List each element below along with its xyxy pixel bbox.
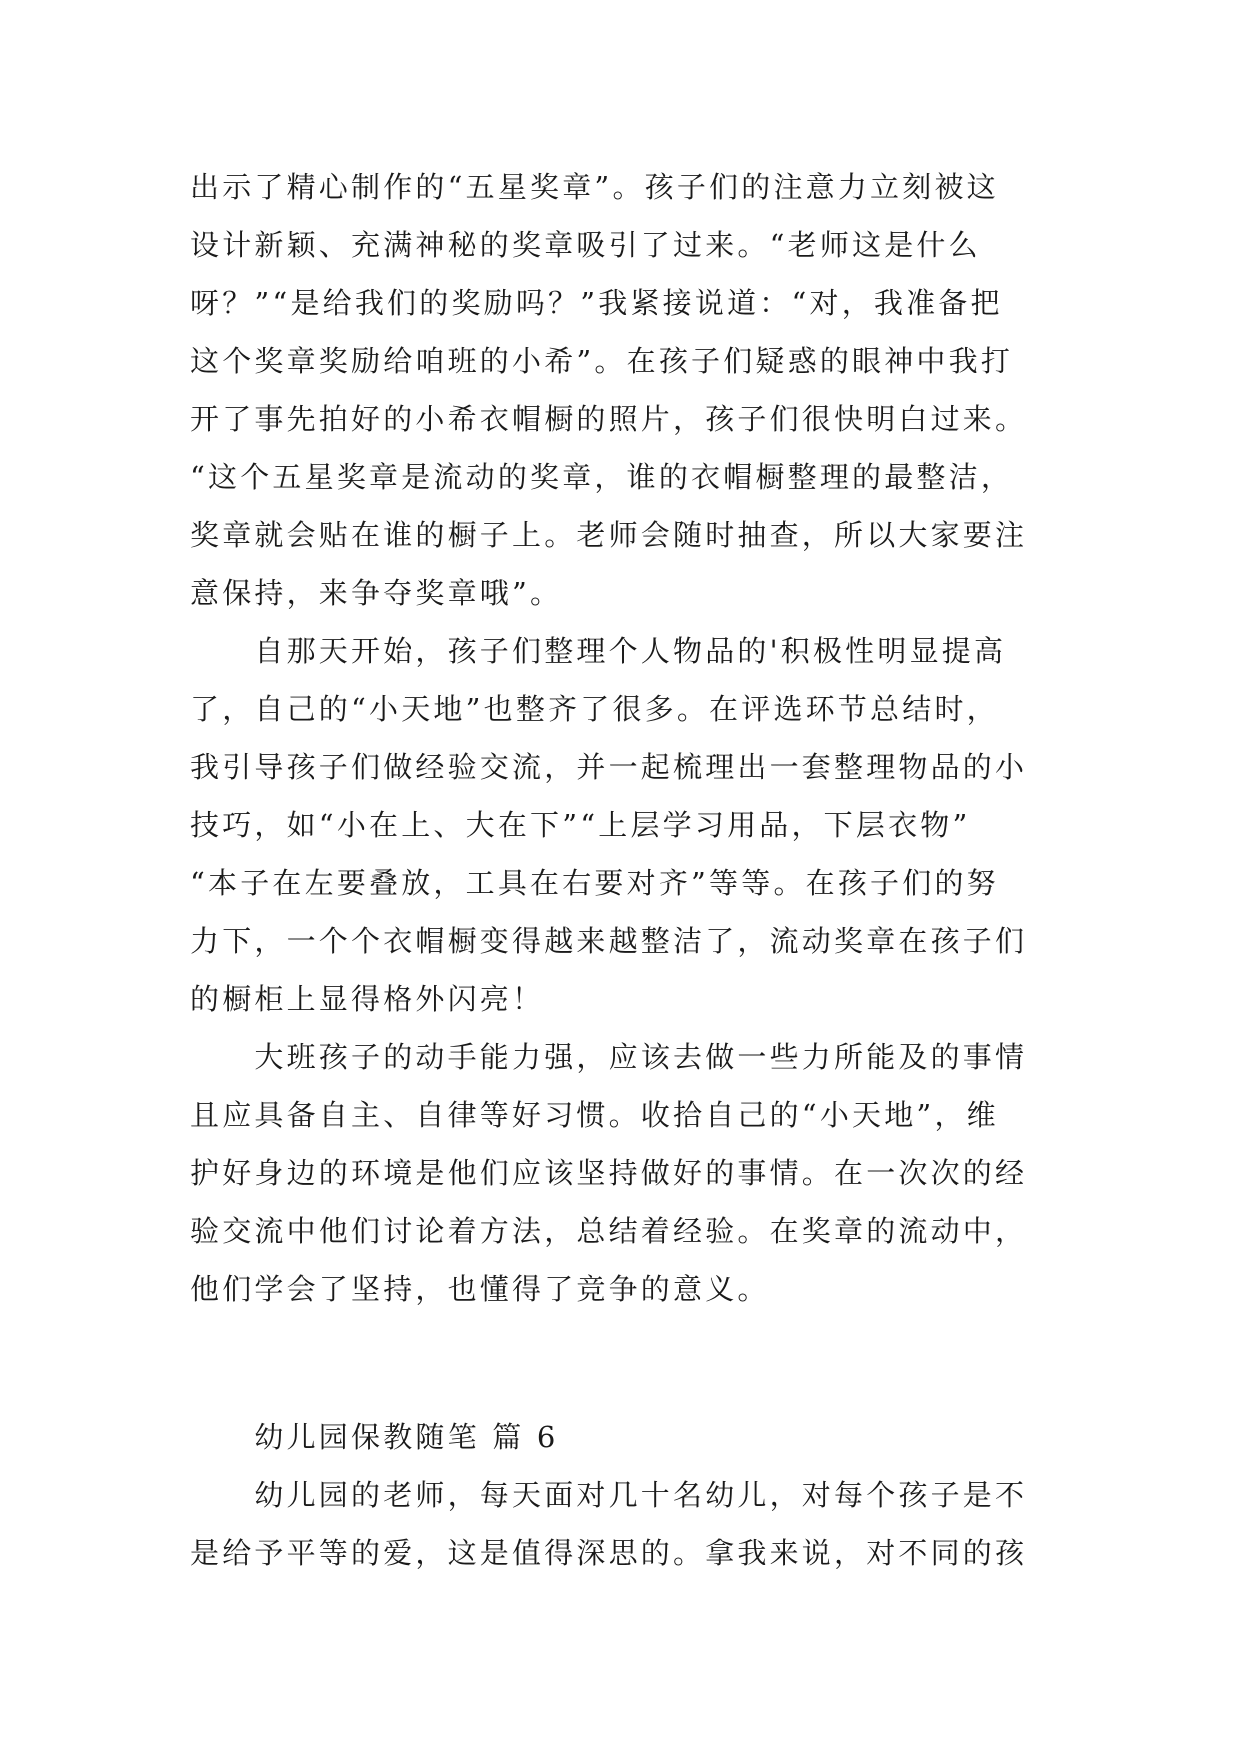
text-line: 大班孩子的动手能力强，应该去做一些力所能及的事情 [190, 1040, 1028, 1074]
text-line: 幼儿园的老师，每天面对几十名幼儿，对每个孩子是不 [190, 1478, 1028, 1512]
section-spacer [190, 1318, 1060, 1408]
text-line: 意保持，来争夺奖章哦”。 [190, 576, 563, 610]
text-line: 力下，一个个衣帽橱变得越来越整洁了，流动奖章在孩子们 [190, 924, 1028, 958]
text-line: 且应具备自主、自律等好习惯。收拾自己的“小天地”，维 [190, 1098, 999, 1132]
text-line: 奖章就会贴在谁的橱子上。老师会随时抽查，所以大家要注 [190, 518, 1028, 552]
text-line: 呀？”“是给我们的奖励吗？”我紧接说道：“对，我准备把 [190, 286, 1003, 320]
paragraph-block-2 [190, 1408, 1060, 1582]
text-line: 自那天开始，孩子们整理个人物品的'积极性明显提高 [190, 634, 1007, 668]
text-line: 技巧，如“小在上、大在下”“上层学习用品，下层衣物” [190, 808, 971, 842]
document-body [190, 158, 1060, 1582]
text-line: 了，自己的“小天地”也整齐了很多。在评选环节总结时， [190, 692, 999, 726]
text-line: 开了事先拍好的小希衣帽橱的照片，孩子们很快明白过来。 [190, 402, 1028, 436]
text-line: 验交流中他们讨论着方法，总结着经验。在奖章的流动中， [190, 1214, 1028, 1248]
text-line: 护好身边的环境是他们应该坚持做好的事情。在一次次的经 [190, 1156, 1028, 1190]
section-heading: 幼儿园保教随笔 篇 6 [190, 1420, 559, 1454]
text-line: 这个奖章奖励给咱班的小希”。在孩子们疑惑的眼神中我打 [190, 344, 1014, 378]
text-line: 设计新颖、充满神秘的奖章吸引了过来。“老师这是什么 [190, 228, 981, 262]
text-line: “本子在左要叠放，工具在右要对齐”等等。在孩子们的努 [190, 866, 999, 900]
paragraph-block-1 [190, 158, 1060, 1318]
text-line: “这个五星奖章是流动的奖章，谁的衣帽橱整理的最整洁， [190, 460, 1014, 494]
text-line: 的橱柜上显得格外闪亮！ [190, 982, 545, 1016]
text-line: 出示了精心制作的“五星奖章”。孩子们的注意力立刻被这 [190, 170, 999, 204]
text-line: 我引导孩子们做经验交流，并一起梳理出一套整理物品的小 [190, 750, 1028, 784]
text-line: 是给予平等的爱，这是值得深思的。拿我来说，对不同的孩 [190, 1536, 1028, 1570]
text-line: 他们学会了坚持，也懂得了竞争的意义。 [190, 1272, 770, 1306]
